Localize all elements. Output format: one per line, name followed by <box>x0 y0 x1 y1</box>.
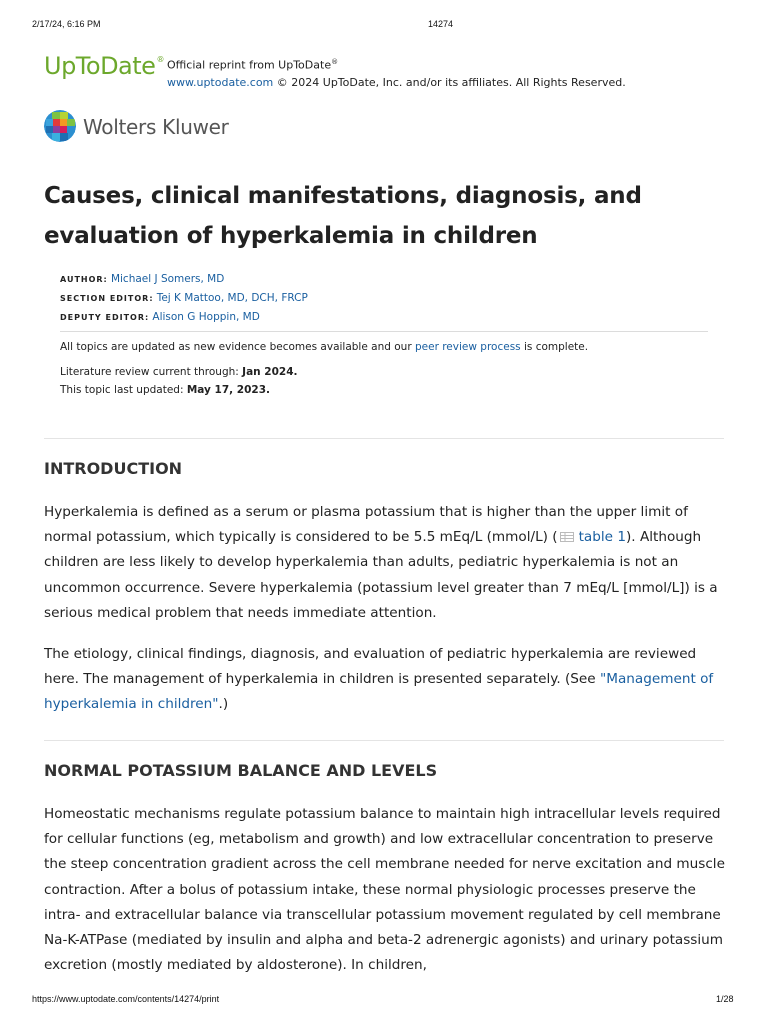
article-title: Causes, clinical manifestations, diagnosis, and evaluation of hyperkalemia in children <box>44 183 642 249</box>
reprint-notice: Official reprint from UpToDate® www.uptodate.com © 2024 UpToDate, Inc. and/or its affiliates. All Rights Reserved. <box>167 58 626 89</box>
peer-review-link[interactable]: peer review process <box>414 341 521 353</box>
section-divider <box>44 438 724 439</box>
table-icon <box>560 532 574 542</box>
publisher-name: Wolters Kluwer <box>83 115 229 139</box>
print-datetime: 2/17/24, 6:16 PM <box>32 19 101 29</box>
byline <box>60 270 308 327</box>
potassium-balance-paragraph: Homeostatic mechanisms regulate potassium balance to maintain high intracellular levels required for cellular functions (eg, metabolism and growth) and low extracellular concentration to preserve the steep concentration gradient across the cell membrane needed for nerve excitation and muscle contraction. After a bolus of potassium intake, these normal physiologic processes preserve the intra- and extracellular balance via transcellular potassium movement regulated by cell membrane Na-K-ATPase (mediated by insulin and alpha and beta-2 adrenergic agonists) and urinary potassium excretion (mostly mediated by aldosterone). In children, <box>44 806 725 974</box>
section-divider <box>44 740 724 741</box>
page-number: 1/28 <box>716 994 734 1004</box>
author-link[interactable]: Michael J Somers, MD <box>110 273 225 285</box>
uptodate-link[interactable]: www.uptodate.com <box>167 75 274 89</box>
deputy-editor-label: DEPUTY EDITOR: <box>60 313 150 322</box>
copyright-text: © 2024 UpToDate, Inc. and/or its affiliates. All Rights Reserved. <box>273 75 626 89</box>
literature-review: Literature review current through: Jan 2024. <box>60 366 298 378</box>
section-editor-link[interactable]: Tej K Mattoo, MD, DCH, FRCP <box>156 292 308 304</box>
brand-header <box>44 52 724 92</box>
section-editor-label: SECTION EDITOR: <box>60 294 154 303</box>
introduction-paragraph-2: The etiology, clinical findings, diagnosis, and evaluation of pediatric hyperkalemia are reviewed here. The management of hyperkalemia in children is presented separately. (See "Management of hyperkalemia in children".) <box>44 646 714 713</box>
author-label: AUTHOR: <box>60 275 108 284</box>
print-doc-id: 14274 <box>428 19 454 29</box>
reprint-line: Official reprint from UpToDate <box>167 58 332 72</box>
uptodate-logo: UpToDate® <box>44 52 164 80</box>
management-hyperkalemia-link[interactable]: "Management of hyperkalemia in children" <box>44 671 714 713</box>
potassium-balance-heading: NORMAL POTASSIUM BALANCE AND LEVELS <box>44 761 438 780</box>
wolters-kluwer-logo <box>44 110 264 144</box>
deputy-editor-link[interactable]: Alison G Hoppin, MD <box>152 311 260 323</box>
byline-divider <box>60 331 708 332</box>
wolters-kluwer-mark-icon <box>44 110 76 142</box>
update-note: All topics are updated as new evidence becomes available and our peer review process is complete. <box>60 341 589 353</box>
table-1-link[interactable]: table 1 <box>578 529 626 546</box>
last-updated: This topic last updated: May 17, 2023. <box>60 384 271 396</box>
introduction-heading: INTRODUCTION <box>44 459 183 478</box>
print-url: https://www.uptodate.com/contents/14274/print <box>32 994 220 1004</box>
introduction-paragraph-1: Hyperkalemia is defined as a serum or plasma potassium that is higher than the upper limit of normal potassium, which typically is considered to be 5.5 mEq/L (mmol/L) ( table 1). Although children are less likely to develop hyperkalemia than adults, pediatric hyperkalemia is not an uncommon occurrence. Severe hyperkalemia (potassium level greater than 7 mEq/L [mmol/L]) is a serious medical problem that needs immediate attention. <box>44 504 718 621</box>
